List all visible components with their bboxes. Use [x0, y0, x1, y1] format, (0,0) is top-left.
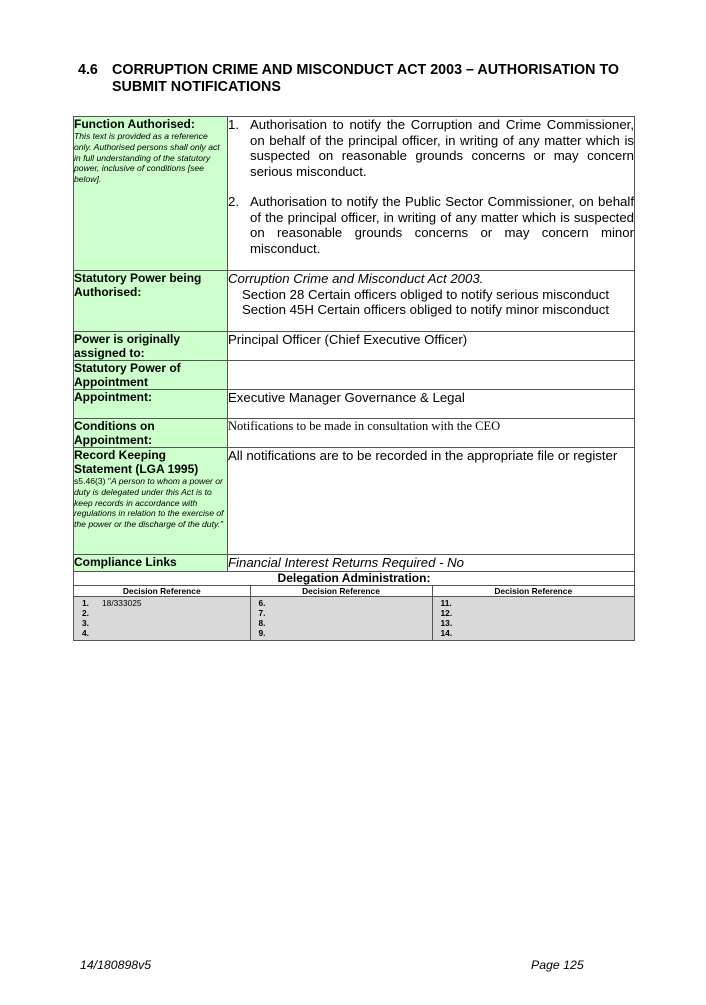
record-keeping-label: Record Keeping Statement (LGA 1995): [74, 448, 199, 476]
delegation-table: [73, 116, 635, 641]
heading-line-1: CORRUPTION CRIME AND MISCONDUCT ACT 2003 – AUTHORISATION TO: [112, 62, 620, 78]
appointment-value: Executive Manager Governance & Legal: [228, 390, 465, 405]
compliance-label: Compliance Links: [74, 555, 177, 569]
function-authorised-value: [228, 117, 635, 271]
function-item-2: 2. Authorisation to notify the Public Sector Commissioner, on behalf of the principal officer, in writing of any matter which is suspected on reasonable grounds concerns or may concern minor misconduct.: [228, 194, 634, 256]
record-keeping-note: A person to whom a power or duty is delegated under this Act is to keep records in accordance with regulations in relation to the exercise of the power or the discharge of the duty.": [74, 476, 224, 530]
power-assigned-value: Principal Officer (Chief Executive Officer): [228, 332, 468, 347]
power-assigned-label: Power is originally assigned to:: [74, 332, 181, 360]
decision-reference-header-1: Decision Reference: [74, 586, 250, 597]
function-authorised-label-cell: [74, 117, 228, 271]
decision-entry: 6.: [258, 597, 266, 608]
decision-reference-table: [74, 586, 634, 641]
statutory-power-appointment-label: Statutory Power of Appointment: [74, 361, 181, 389]
footer-page-number: Page 125: [531, 958, 584, 972]
decision-column-2: [250, 596, 432, 640]
decision-reference-header-3: Decision Reference: [432, 586, 634, 597]
decision-entry: 14.: [440, 628, 453, 639]
decision-reference-header-2: Decision Reference: [250, 586, 432, 597]
function-list: [228, 117, 634, 256]
section-28: Section 28 Certain officers obliged to notify serious misconduct: [242, 286, 610, 302]
statutory-power-label: Statutory Power being Authorised:: [74, 271, 202, 299]
decision-column-3: [432, 596, 634, 640]
decision-entry: 3.: [82, 617, 89, 628]
decision-entry: 12.: [440, 607, 453, 618]
heading-number: 4.6: [78, 62, 98, 78]
decision-entry: 1. 18/333025: [82, 597, 142, 608]
act-name: Corruption Crime and Misconduct Act 2003.: [228, 271, 484, 286]
decision-entry: 9.: [258, 628, 266, 639]
decision-entry: 13.: [440, 617, 453, 628]
record-keeping-ref: s5.46(3) ": [74, 476, 111, 486]
section-heading: [78, 62, 638, 96]
section-45h: Section 45H Certain officers obliged to notify minor misconduct: [242, 302, 609, 317]
statutory-power-value: [228, 271, 635, 332]
function-item-1: 1. Authorisation to notify the Corruption and Crime Commissioner, on behalf of the principal officer, in writing of any matter which is suspected on reasonable grounds concerns or may concern serious misconduct.: [228, 117, 634, 179]
conditions-value: Notifications to be made in consultation with the CEO: [228, 419, 501, 433]
statutory-power-label-cell: [74, 271, 228, 332]
appointment-label: Appointment:: [74, 390, 152, 404]
decision-entry: 7.: [258, 607, 266, 618]
heading-line-2: SUBMIT NOTIFICATIONS: [112, 79, 281, 95]
decision-entry: 8.: [258, 617, 266, 628]
decision-entry: 2.: [82, 607, 89, 618]
function-authorised-note: This text is provided as a reference only. Authorised persons shall only act in full understanding of the statutory power, inclusive of conditions [see below].: [74, 131, 220, 185]
delegation-admin-title: Delegation Administration:: [74, 571, 635, 585]
function-authorised-label: Function Authorised:: [74, 117, 195, 131]
decision-column-1: [74, 596, 250, 640]
decision-entry: 11.: [440, 597, 452, 608]
compliance-value: Financial Interest Returns Required - No: [228, 555, 465, 570]
conditions-label: Conditions on Appointment:: [74, 419, 155, 447]
decision-entry: 4.: [82, 628, 89, 639]
record-keeping-value: All notifications are to be recorded in the appropriate file or register: [228, 448, 618, 463]
footer-doc-ref: 14/180898v5: [80, 958, 152, 972]
